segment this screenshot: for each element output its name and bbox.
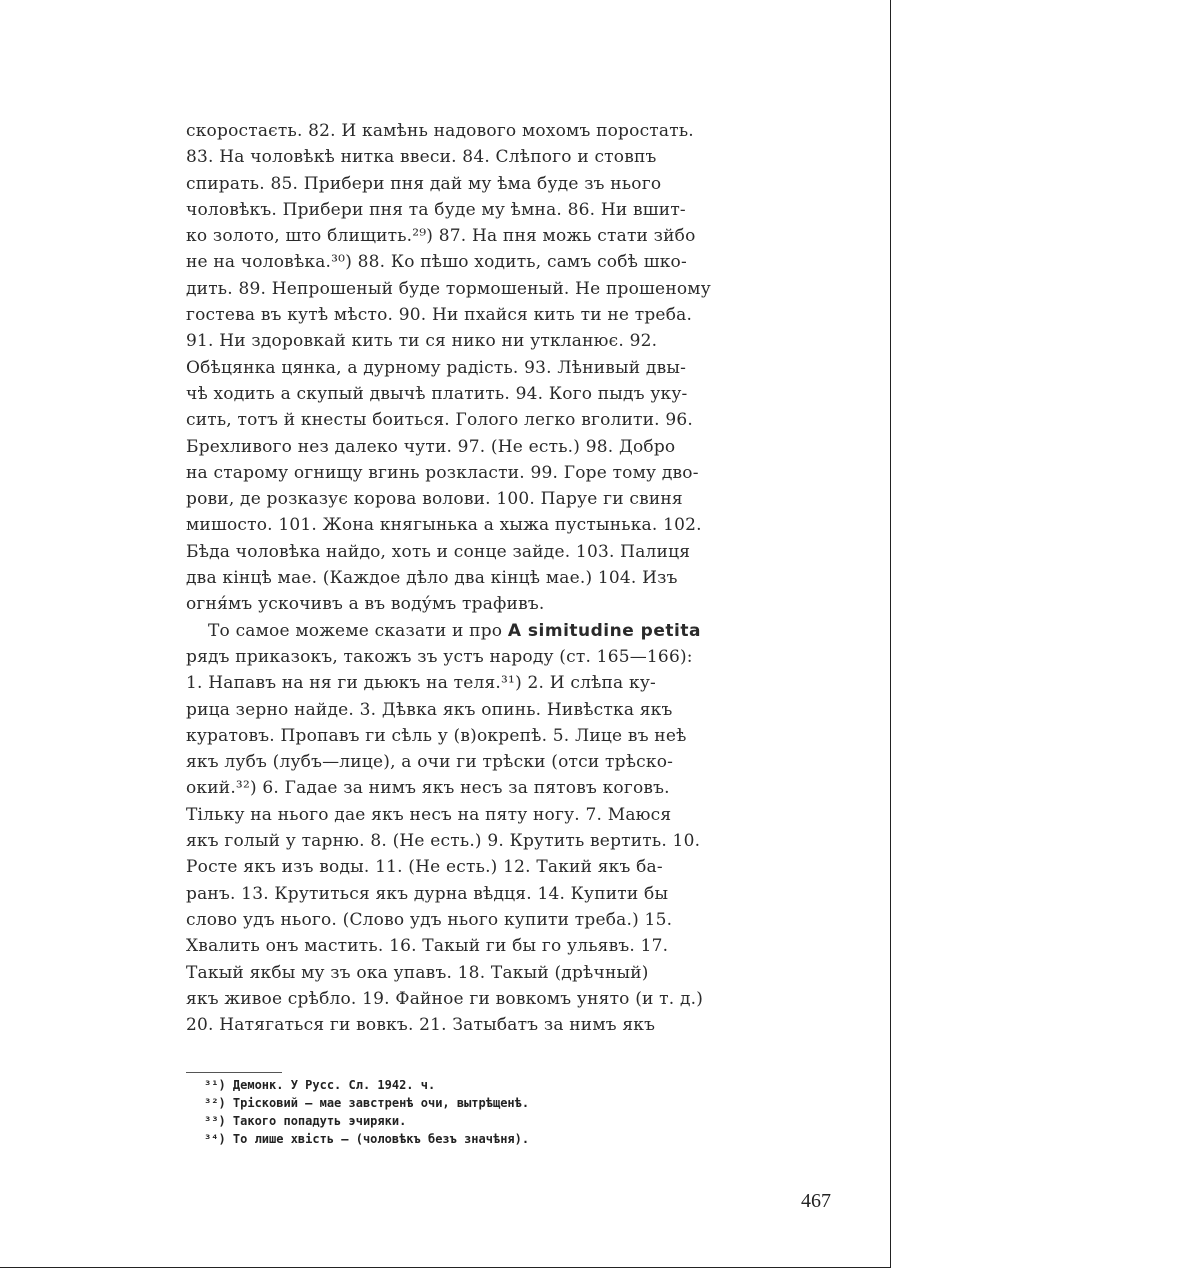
text-line: Обѣцянка цянка, а дурному радість. 93. Лѣнивый двы-: [186, 357, 687, 378]
paragraph-2-start: То самое можеме сказати и про: [208, 620, 503, 641]
text-line: якъ живое срѣбло. 19. Файное ги вовкомъ унято (и т. д.): [186, 988, 704, 1009]
text-line: 1. Напавъ на ня ги дьюкъ на теля.³¹) 2. И слѣпа ку-: [186, 673, 656, 694]
text-line: на старому огнищу вгинь розкласти. 99. Горе тому дво-: [186, 462, 699, 483]
text-line: ранъ. 13. Крутиться якъ дурна вѣдця. 14. Купити бы: [186, 883, 669, 904]
text-line: окий.³²) 6. Гадае за нимъ якъ несъ за пятовъ коговъ.: [186, 778, 670, 799]
text-line: 91. Ни здоровкай кить ти ся нико ни уткланює. 92.: [186, 331, 658, 352]
text-line: ко золото, што блищить.²⁹) 87. На пня можь стати зйбо: [186, 226, 696, 247]
text-line: рови, де розказує корова волови. 100. Паруе ги свиня: [186, 489, 683, 510]
latin-phrase: A simitudine petita: [507, 620, 701, 641]
paragraph-1: [186, 118, 720, 618]
text-line: сить, тотъ й кнесты боиться. Голого легко вголити. 96.: [186, 410, 694, 431]
text-line: Хвалить онъ мастить. 16. Такый ги бы го ульявъ. 17.: [186, 936, 669, 957]
footnote: ³⁴) То лише хвість — (чоловѣкъ безъ значѣня).: [204, 1132, 530, 1146]
text-line: не на чоловѣка.³⁰) 88. Ко пѣшо ходить, самъ собѣ шко-: [186, 252, 687, 273]
text-line: слово удъ нього. (Слово удъ нього купити треба.) 15.: [186, 909, 673, 930]
text-line: рица зерно найде. 3. Дѣвка якъ опинь. Нивѣстка якъ: [186, 699, 673, 720]
body-text: [186, 118, 720, 1038]
text-line: огня́мъ ускочивъ а въ воду́мъ трафивъ.: [186, 594, 545, 615]
text-line: спирать. 85. Прибери пня дай му ѣма буде зъ нього: [186, 173, 662, 194]
paragraph-2-continued: [186, 644, 720, 1038]
footnote: ³³) Такого попадуть эчиряки.: [204, 1114, 407, 1128]
text-line: чѣ ходить а скупый двычѣ платить. 94. Кого пыдъ уку-: [186, 383, 688, 404]
text-line: 83. На чоловѣкѣ нитка ввеси. 84. Слѣпого и стовпъ: [186, 147, 657, 168]
text-line: гостева въ кутѣ мѣсто. 90. Ни пхайся кить ти не треба.: [186, 305, 693, 326]
text-line: скоростаєть. 82. И камѣнь надового мохомъ поростать.: [186, 121, 694, 141]
footnotes: [204, 1076, 644, 1148]
text-line: якъ голый у тарню. 8. (Не есть.) 9. Крутить вертить. 10.: [186, 831, 701, 852]
footnote-divider: [186, 1072, 282, 1073]
text-line: якъ лубъ (лубъ—лице), а очи ги трѣски (отси трѣско-: [186, 752, 674, 773]
text-line: Такый якбы му зъ ока упавъ. 18. Такый (дрѣчный): [186, 962, 649, 983]
text-line: рядъ приказокъ, такожъ зъ устъ народу (ст. 165—166):: [186, 646, 693, 667]
text-line: Бѣда чоловѣка найдо, хоть и сонце зайде. 103. Палиця: [186, 541, 691, 562]
text-line: Росте якъ изъ воды. 11. (Не есть.) 12. Такий якъ ба-: [186, 857, 663, 878]
text-line: дить. 89. Непрошеный буде тормошеный. Не прошеному: [186, 278, 711, 299]
text-line: Брехливого нез далеко чути. 97. (Не есть.) 98. Добро: [186, 436, 676, 457]
page-number: 467: [801, 1190, 831, 1212]
text-line: чоловѣкъ. Прибери пня та буде му ѣмна. 86. Ни вшит-: [186, 199, 686, 220]
text-line: 20. Натягаться ги вовкъ. 21. Затыбатъ за нимъ якъ: [186, 1015, 656, 1036]
text-line: Тільку на нього дае якъ несъ на пяту ногу. 7. Маюся: [186, 804, 672, 825]
text-line: куратовъ. Пропавъ ги сѣль у (в)окрепѣ. 5. Лице въ неѣ: [186, 725, 687, 746]
footnote: ³²) Трісковий — мае завстренѣ очи, вытрѣщенѣ.: [204, 1096, 530, 1110]
footnote: ³¹) Демонк. У Русс. Сл. 1942. ч.: [204, 1078, 436, 1092]
paragraph-2: [186, 618, 720, 644]
text-line: два кінцѣ мае. (Каждое дѣло два кінцѣ мае.) 104. Изъ: [186, 568, 678, 589]
text-line: мишосто. 101. Жона княгынька а хыжа пустынька. 102.: [186, 515, 702, 536]
